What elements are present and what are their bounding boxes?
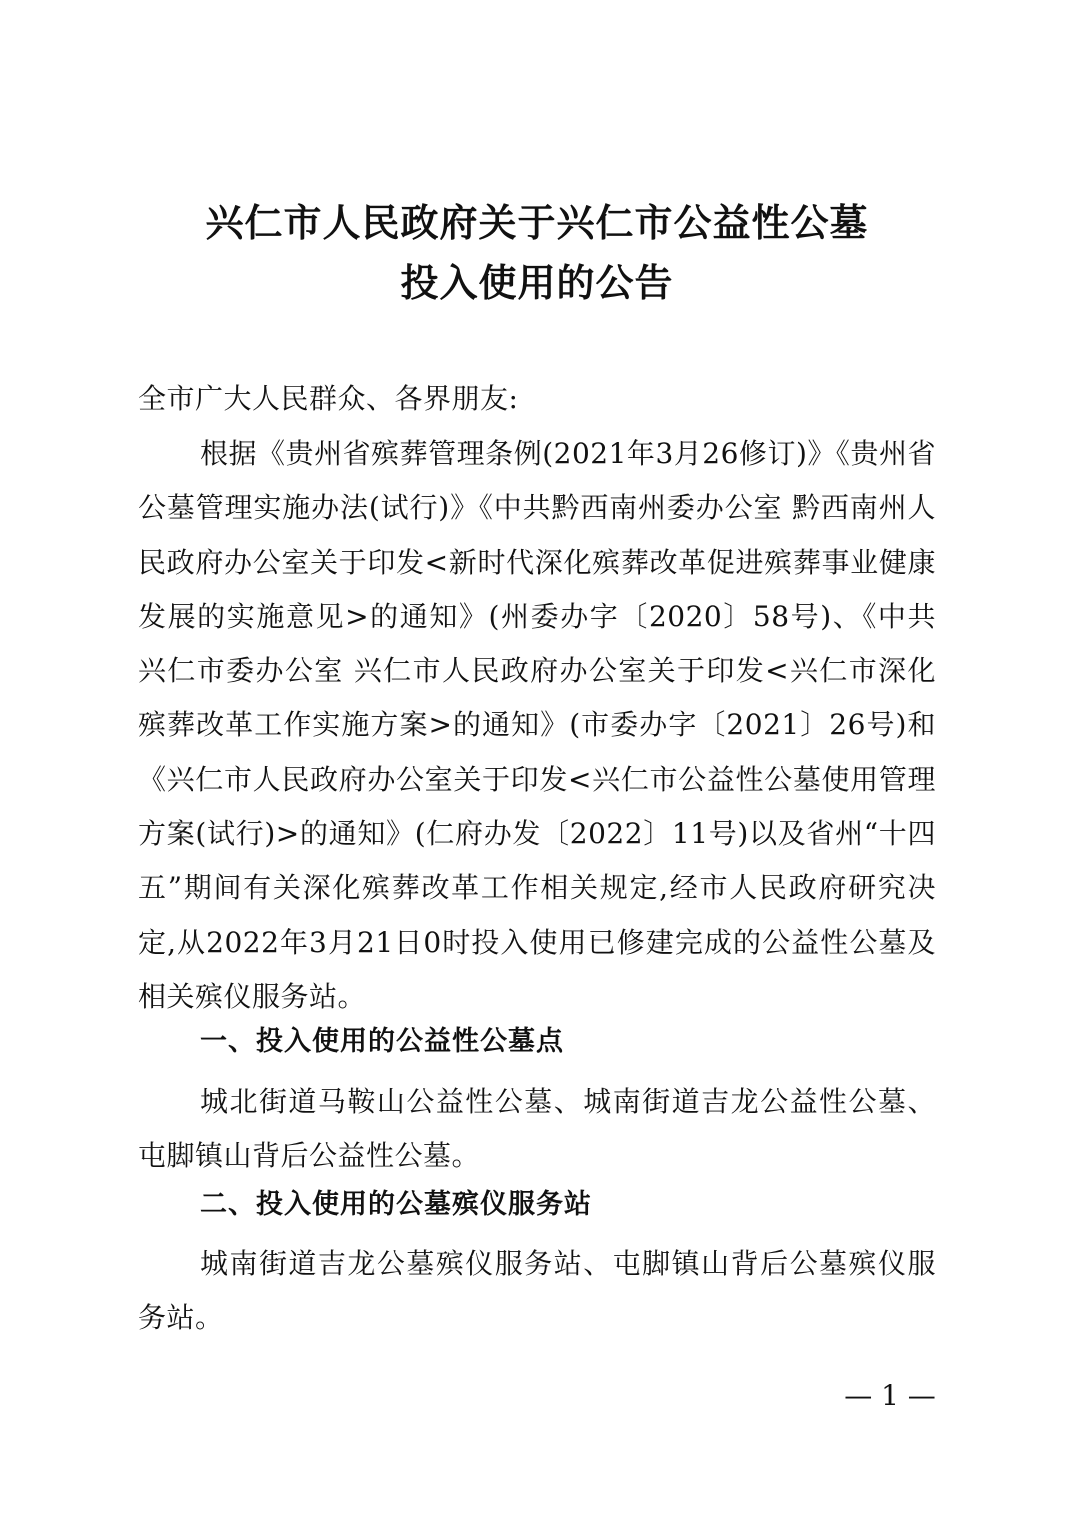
section2-heading: 二、投入使用的公墓殡仪服务站 — [200, 1189, 592, 1220]
document-title-line1: 兴仁市人民政府关于兴仁市公益性公墓 — [205, 200, 869, 245]
section1-paragraph: 城北街道马鞍山公益性公墓、城南街道吉龙公益性公墓、屯脚镇山背后公益性公墓。 — [138, 1085, 936, 1173]
body-paragraph-intro: 根据《贵州省殡葬管理条例(2021年3月26修订)》《贵州省公墓管理实施办法(试行)》《中共黔西南州委办公室 黔西南州人民政府办公室关于印发<新时代深化殡葬改革促进殡葬事业健康发展的实施意见>的通知》(州委办字〔2020〕58号)、《中共兴仁市委办公室 兴仁市人民政府办公室关于印发<兴仁市深化殡葬改革工作实施方案>的通知》(市委办字〔2021〕26号)和《兴仁市人民政府办公室关于印发<兴仁市公益性公墓使用管理方案(试行)>的通知》(仁府办发〔2022〕11号)以及省州“十四五”期间有关深化殡葬改革工作相关规定,经市人民政府研究决定,从2022年3月21日0时投入使用已修建完成的公益性公墓及相关殡仪服务站。 — [138, 437, 936, 1013]
page-number: — 1 — — [844, 1379, 936, 1412]
section1-heading: 一、投入使用的公益性公墓点 — [200, 1026, 564, 1057]
salutation: 全市广大人民群众、各界朋友: — [138, 382, 519, 415]
section2-paragraph: 城南街道吉龙公墓殡仪服务站、屯脚镇山背后公墓殡仪服务站。 — [138, 1247, 936, 1335]
document-title-line2: 投入使用的公告 — [400, 260, 674, 305]
